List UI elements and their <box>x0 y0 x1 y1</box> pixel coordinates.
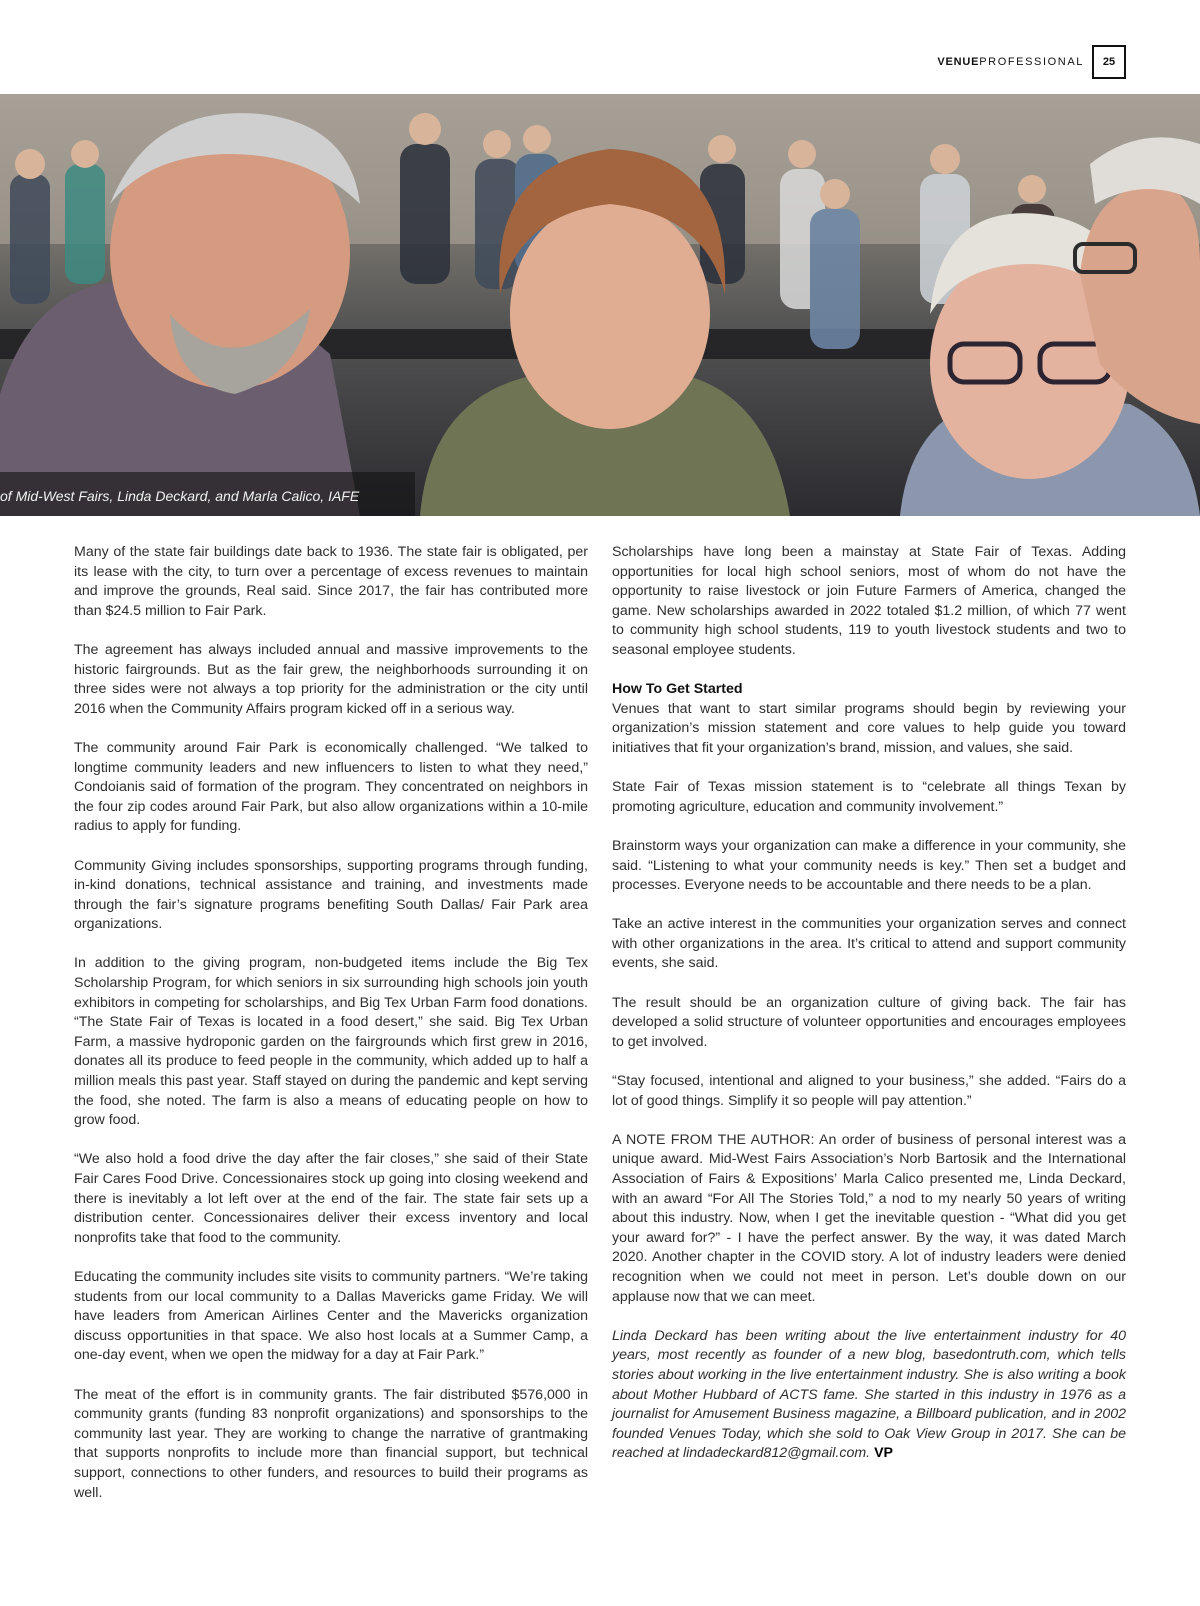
article-paragraph: The meat of the effort is in community grants. The fair distributed $576,000 in community grants (funding 83 nonprofit organizations) and sponsorships to the community last year. They are working to change the narrative of grantmaking that supports nonprofits to include more than financial support, but technical support, connections to other funders, and resources to build their programs as well. <box>74 1386 588 1501</box>
article-paragraph: Community Giving includes sponsorships, supporting programs through funding, in-kind donations, technical assistance and training, and investments made through the fair’s signature programs benefiting South Dallas/ Fair Park area organizations. <box>74 857 588 933</box>
article-paragraph: Venues that want to start similar programs should begin by reviewing your organization’s mission statement and core values to help guide you toward initiatives that fit your organization’s brand, mission, and values, she said. <box>612 700 1126 756</box>
brand-bold: VENUE <box>937 56 980 68</box>
article-paragraph: Scholarships have long been a mainstay at State Fair of Texas. Adding opportunities for local high school seniors, most of whom do not have the opportunity to raise livestock or join Future Farmers of America, changed the game. New scholarships awarded in 2022 totaled $1.2 million, of which 77 went to community high school students, 119 to youth livestock students and two to seasonal employee students. <box>612 544 1126 658</box>
article-paragraph: Brainstorm ways your organization can make a difference in your community, she said. “Listening to what your community needs is key.” Then set a budget and processes. Everyone needs to be accountable and there needs to be a plan. <box>612 837 1126 894</box>
author-bio-text: Linda Deckard has been writing about the live entertainment industry for 40 years, most recently as founder of a new blog, basedontruth.com, which tells stories about working in the live entertainment industry. She is also writing a book about Mother Hubbard of ACTS fame. She started in this industry in 1976 as a journalist for Amusement Business magazine, a Billboard publication, and in 2002 founded Venues Today, which she sold to Oak View Group in 2017. She can be reached at lindadeckard812@gmail.com. <box>612 1327 1126 1462</box>
article-paragraph: The agreement has always included annual and massive improvements to the historic fairgrounds. But as the fair grew, the neighborhoods surrounding it on three sides were not always a top priority for the administration or the city until 2016 when the Community Affairs program kicked off in a serious way. <box>74 641 588 717</box>
article-right-column <box>612 543 1126 1484</box>
section-heading: How To Get Started <box>612 681 743 698</box>
brand-rest: PROFESSIONAL <box>979 56 1084 68</box>
magazine-brand <box>937 56 1084 68</box>
end-mark: VP <box>874 1445 893 1462</box>
page-number: 25 <box>1092 45 1126 79</box>
article-paragraph: Many of the state fair buildings date back to 1936. The state fair is obligated, per its lease with the city, to turn over a percentage of excess revenues to maintain and improve the grounds, Real said. Since 2017, the fair has contributed more than $24.5 million to Fair Park. <box>74 544 588 619</box>
article-paragraph: A NOTE FROM THE AUTHOR: An order of business of personal interest was a unique award. Mid-West Fairs Association’s Norb Bartosik and the International Association of Fairs & Expositions’ Marla Calico presented me, Linda Deckard, with an award “For All The Stories Told,” a nod to my nearly 50 years of writing about this industry. Now, when I get the inevitable question - “What did you get your award for?” - I have the perfect answer. By the way, it was dated March 2020. Another chapter in the COVID story. A lot of industry leaders were denied recognition when we could not meet in person. Let’s double down on our applause now that we can meet. <box>612 1131 1126 1305</box>
article-paragraph: “We also hold a food drive the day after the fair closes,” she said of their State Fair Cares Food Drive. Concessionaires stock up going into closing weekend and there is inevitably a lot left over at the end of the fair. The state fair sets up a distribution center. Concessionaires deliver their excess inventory and local nonprofits take that food to the community. <box>74 1151 588 1246</box>
article-paragraph: The result should be an organization culture of giving back. The fair has developed a solid structure of volunteer opportunities and encourages employees to get involved. <box>612 994 1126 1050</box>
photo-illustration <box>0 94 1200 516</box>
group-photo <box>0 94 1200 516</box>
article-paragraph: Educating the community includes site visits to community partners. “We’re taking students from our local community to a Dallas Mavericks game Friday. We will have leaders from American Airlines Center and the Mavericks organization discuss opportunities in that space. We also host locals at a Summer Camp, a one-day event, when we open the midway for a day at Fair Park.” <box>74 1268 588 1364</box>
article-paragraph: “Stay focused, intentional and aligned to your business,” she added. “Fairs do a lot of good things. Simplify it so people will pay attention.” <box>612 1073 1126 1109</box>
photo-caption: of Mid-West Fairs, Linda Deckard, and Marla Calico, IAFE <box>0 488 360 504</box>
article-paragraph: In addition to the giving program, non-budgeted items include the Big Tex Scholarship Program, for which seniors in six surrounding high schools join youth exhibitors in competing for scholarships, and Big Tex Urban Farm food donations. “The State Fair of Texas is located in a food desert,” she said. Big Tex Urban Farm, a massive hydroponic garden on the fairgrounds which first grew in 2016, donates all its produce to feed people in the community, which added up to half a million meals this past year. Staff stayed on during the pandemic and kept serving the food, she noted. The farm is also a means of educating people on how to grow food. <box>74 955 588 1129</box>
article-left-column <box>74 543 588 1523</box>
article-paragraph: State Fair of Texas mission statement is to “celebrate all things Texan by promoting agriculture, education and community involvement.” <box>612 779 1126 815</box>
article-paragraph: Take an active interest in the communities your organization serves and connect with other organizations in the area. It’s critical to attend and support community events, she said. <box>612 916 1126 972</box>
author-bio <box>612 1327 1126 1464</box>
page-header <box>937 44 1126 80</box>
article-paragraph: The community around Fair Park is economically challenged. “We talked to longtime community leaders and new influencers to listen to what they need,” Condoianis said of formation of the program. They concentrated on neighbors in the four zip codes around Fair Park, but also allow organizations within a 10-mile radius to apply for funding. <box>74 739 588 835</box>
